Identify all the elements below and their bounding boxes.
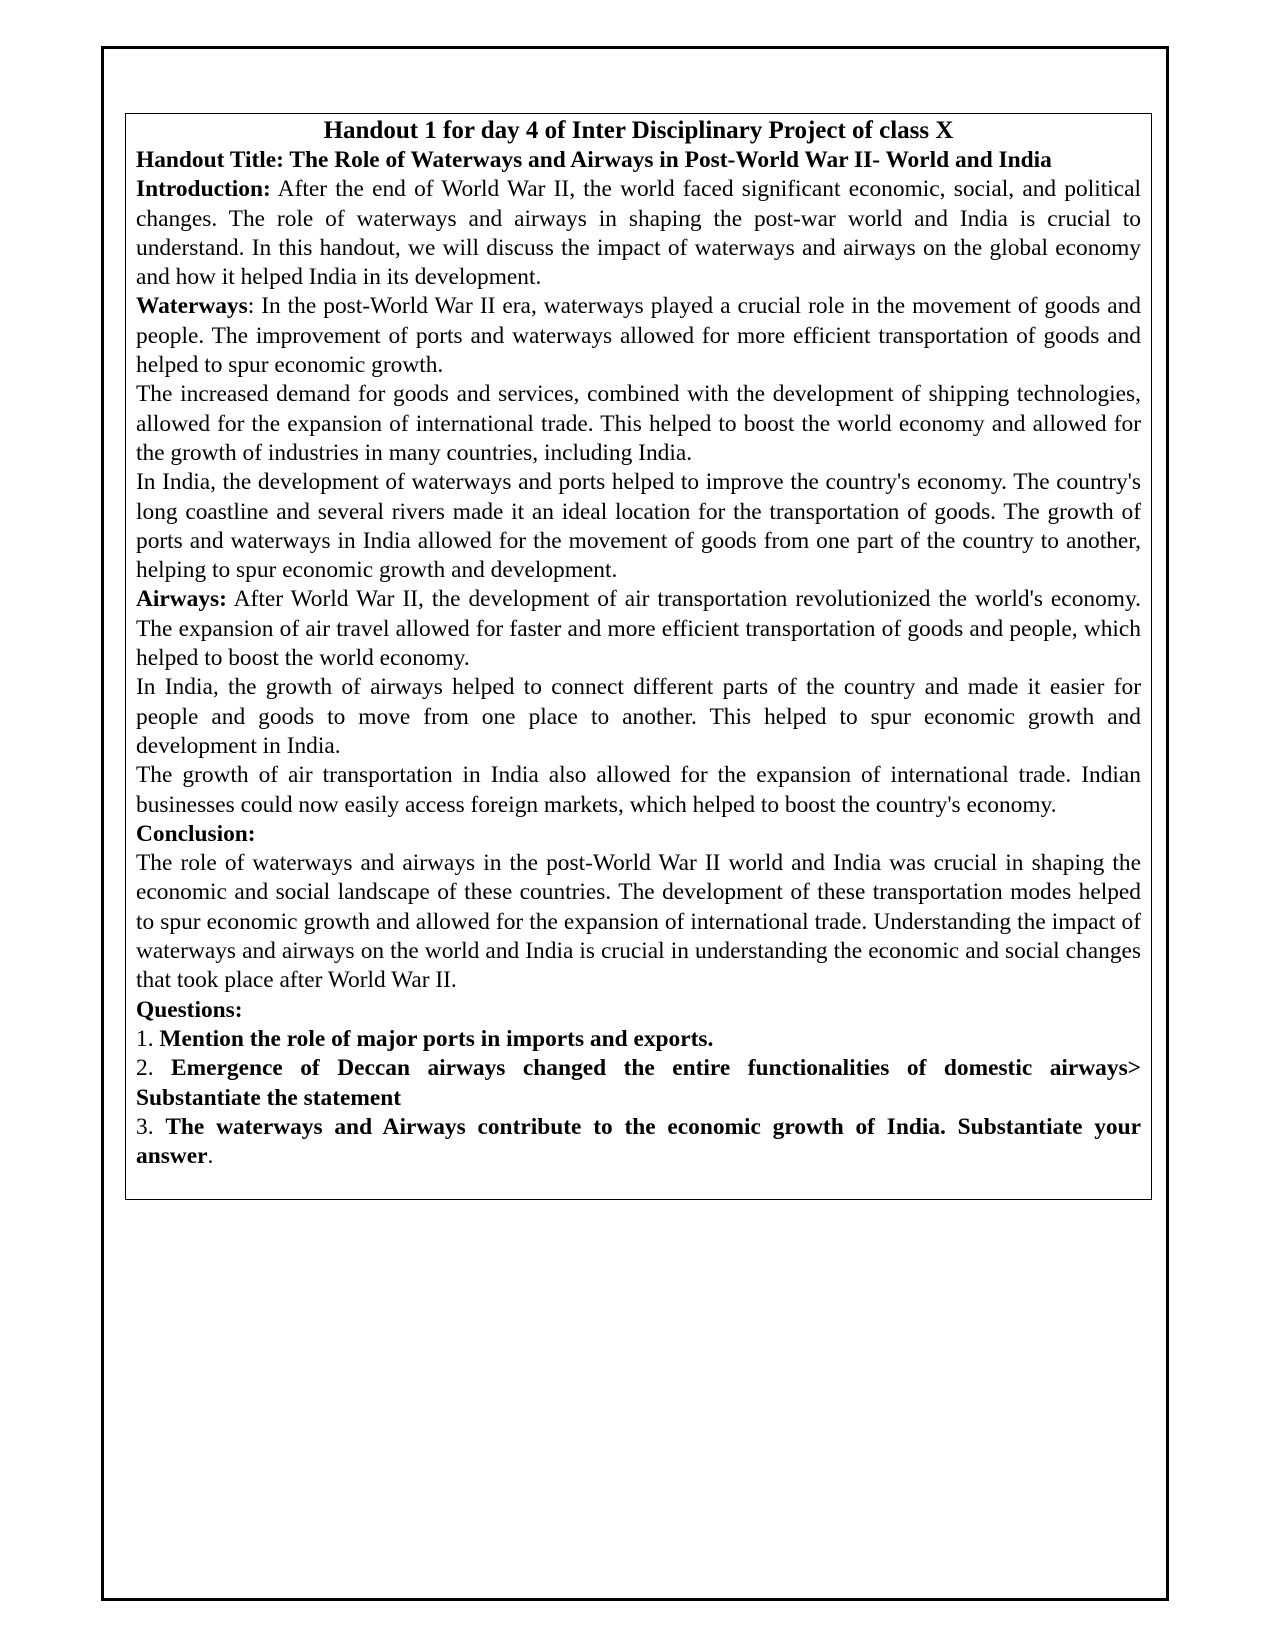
waterways-paragraph [136,292,1141,380]
question-number: 2. [136,1055,172,1082]
airways-paragraph [136,585,1141,673]
airways-text: After World War II, the development of air transportation revolutionized the world's economy. The expansion of air travel allowed for faster and more efficient transportation of goods and people, which helped to boost the world economy. [136,586,1141,672]
question-item-1 [136,1025,1141,1054]
waterways-text: : In the post-World War II era, waterways played a crucial role in the movement of goods and people. The improvement of ports and waterways allowed for more efficient transportation of goods and helped to spur economic growth. [136,293,1141,379]
introduction-text: After the end of World War II, the world faced significant economic, social, and political changes. The role of waterways and airways in shaping the post-war world and India is crucial to understand. In this handout, we will discuss the impact of waterways and airways on the global economy and how it helped India in its development. [136,176,1141,291]
airways-label: Airways: [136,586,227,613]
waterways-paragraph-3: In India, the development of waterways and ports helped to improve the country's economy. The country's long coastline and several rivers made it an ideal location for the transportation of goods. The growth of ports and waterways in India allowed for the movement of goods from one part of the country to another, helping to spur economic growth and development. [136,469,1141,584]
airways-paragraph-2: In India, the growth of airways helped to connect different parts of the country and made it easier for people and goods to move from one place to another. This helped to spur economic growth and development in India. [136,674,1141,759]
conclusion-paragraph: The role of waterways and airways in the post-World War II world and India was crucial in shaping the economic and social landscape of these countries. The development of these transportation modes helped to spur economic growth and allowed for the expansion of international trade. Understanding the impact of waterways and airways on the world and India is crucial in understanding the economic and social changes that took place after World War II. [136,850,1141,994]
question-text: Mention the role of major ports in imports and exports. [159,1025,714,1052]
introduction-label: Introduction: [136,176,271,203]
question-number: 1. [136,1025,160,1052]
conclusion-label: Conclusion: [136,820,256,847]
question-text: The waterways and Airways contribute to the economic growth of India. Substantiate your answer [136,1113,1141,1170]
handout-content-box [125,113,1152,1200]
question-text: Emergence of Deccan airways changed the entire functionalities of domestic airways> Substantiate the statement [136,1055,1142,1111]
handout-heading: Handout 1 for day 4 of Inter Disciplinary Project of class X [323,117,954,144]
introduction-paragraph [136,175,1141,292]
waterways-label: Waterways [136,293,248,320]
waterways-paragraph-2: The increased demand for goods and services, combined with the development of shipping technologies, allowed for the expansion of international trade. This helped to boost the world economy and allowed for the growth of industries in many countries, including India. [136,381,1141,466]
question-number: 3. [136,1113,166,1140]
question-item-2 [136,1054,1141,1113]
handout-title: Handout Title: The Role of Waterways and Airways in Post-World War II- World and India [136,147,1052,173]
question-suffix: . [207,1143,214,1170]
question-item-3 [136,1113,1141,1172]
airways-paragraph-3: The growth of air transportation in India also allowed for the expansion of international trade. Indian businesses could now easily access foreign markets, which helped to boost the country's economy. [136,762,1141,818]
questions-label: Questions: [136,996,243,1023]
